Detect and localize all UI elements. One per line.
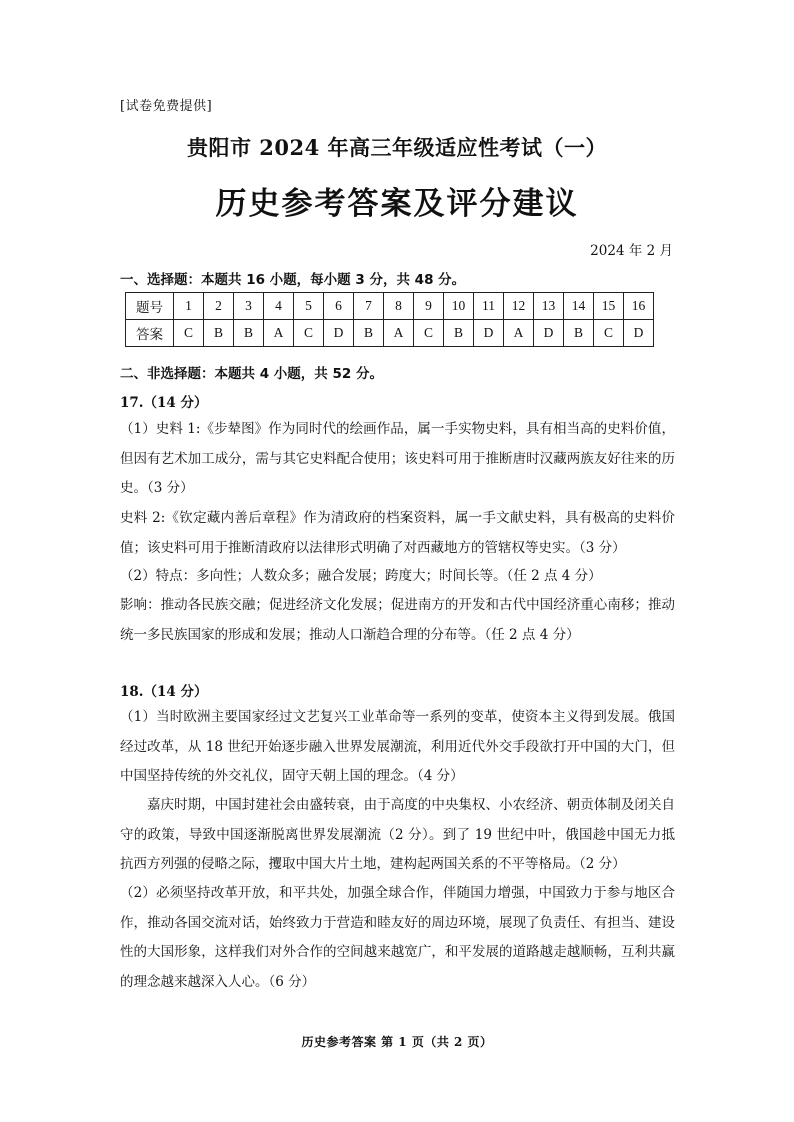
table-cell-number: 4 [264,293,294,320]
table-cell-number: 1 [174,293,204,320]
free-paper-tag: [试卷免费提供] [120,99,213,114]
table-cell-answer: C [294,320,324,347]
table-cell-answer: A [384,320,414,347]
table-cell-answer: A [504,320,534,347]
table-cell-answer: B [204,320,234,347]
table-cell-answer: D [624,320,654,347]
table-cell-answer: C [174,320,204,347]
table-cell-number: 7 [354,293,384,320]
table-cell-number: 14 [564,293,594,320]
q17-answer-part1-source2: 史料 2:《钦定藏内善后章程》作为清政府的档案资料，属一手文献史料，具有极高的史料价值；该史料可用于推断清政府以法律形式明确了对西藏地方的管辖权等史实。（3 分） [120,510,675,556]
table-cell-number: 13 [534,293,564,320]
table-cell-number: 12 [504,293,534,320]
section1-heading: 一、选择题：本题共 16 小题，每小题 3 分，共 48 分。 [120,272,466,288]
table-cell-answer: C [414,320,444,347]
table-cell-number: 16 [624,293,654,320]
table-row-numbers [126,293,654,320]
q18-answer-part1-continued: 嘉庆时期，中国封建社会由盛转衰，由于高度的中央集权、小农经济、朝贡体制及闭关自守的政策，导致中国逐渐脱离世界发展潮流（2 分）。到了 19 世纪中叶，俄国趁中国无力抵抗西方列强的侵略之际，攫取中国大片土地，建构起两国关系的不平等格局。（2 分） [120,797,675,872]
table-cell-answer: D [534,320,564,347]
table-cell-number: 15 [594,293,624,320]
table-cell-answer: B [564,320,594,347]
row-label-answer: 答案 [126,320,174,347]
q17-answer-part2-impact: 影响：推动各民族交融；促进经济文化发展；促进南方的开发和古代中国经济重心南移；推动统一多民族国家的形成和发展；推动人口渐趋合理的分布等。（任 2 点 4 分） [120,597,675,643]
row-label-number: 题号 [126,293,174,320]
table-cell-number: 5 [294,293,324,320]
question-18-heading: 18.（14 分） [120,684,208,700]
table-cell-answer: A [264,320,294,347]
table-cell-answer: B [354,320,384,347]
q17-answer-part2-features: （2）特点：多向性；人数众多；融合发展；跨度大；时间长等。（任 2 点 4 分） [120,568,602,584]
table-cell-answer: D [474,320,504,347]
table-cell-number: 11 [474,293,504,320]
q17-answer-part1-source1: （1）史料 1:《步辇图》作为同时代的绘画作品，属一手实物史料，具有相当高的史料价值，但因有艺术加工成分，需与其它史料配合使用；该史料可用于推断唐时汉藏两族友好往来的历史。（3 分） [120,421,675,496]
table-cell-number: 3 [234,293,264,320]
table-cell-number: 6 [324,293,354,320]
answer-table [125,292,654,347]
table-cell-number: 8 [384,293,414,320]
date-line: 2024 年 2 月 [590,243,673,259]
page-footer: 历史参考答案 第 1 页（共 2 页） [301,1035,493,1049]
table-cell-number: 2 [204,293,234,320]
exam-title: 贵阳市 2024 年高三年级适应性考试（一） [186,135,608,160]
section2-heading: 二、非选择题：本题共 4 小题，共 52 分。 [120,366,383,382]
table-cell-answer: D [324,320,354,347]
table-cell-answer: C [594,320,624,347]
table-cell-answer: B [234,320,264,347]
table-cell-number: 9 [414,293,444,320]
table-cell-answer: B [444,320,474,347]
question-17-heading: 17.（14 分） [120,395,208,411]
q18-answer-part2: （2）必须坚持改革开放，和平共处，加强全球合作，伴随国力增强，中国致力于参与地区合作，推动各国交流对话，始终致力于营造和睦友好的周边环境，展现了负责任、有担当、建设性的大国形象，这样我们对外合作的空间越来越宽广，和平发展的道路越走越顺畅，互利共赢的理念越来越深入人心。（6 分） [120,885,675,990]
document-title: 历史参考答案及评分建议 [215,186,579,222]
table-row-answers [126,320,654,347]
table-cell-number: 10 [444,293,474,320]
q18-answer-part1: （1）当时欧洲主要国家经过文艺复兴工业革命等一系列的变革，使资本主义得到发展。俄国经过改革，从 18 世纪开始逐步融入世界发展潮流，利用近代外交手段欲打开中国的大门，但中国坚持传统的外交礼仪，固守天朝上国的理念。（4 分） [120,709,675,784]
